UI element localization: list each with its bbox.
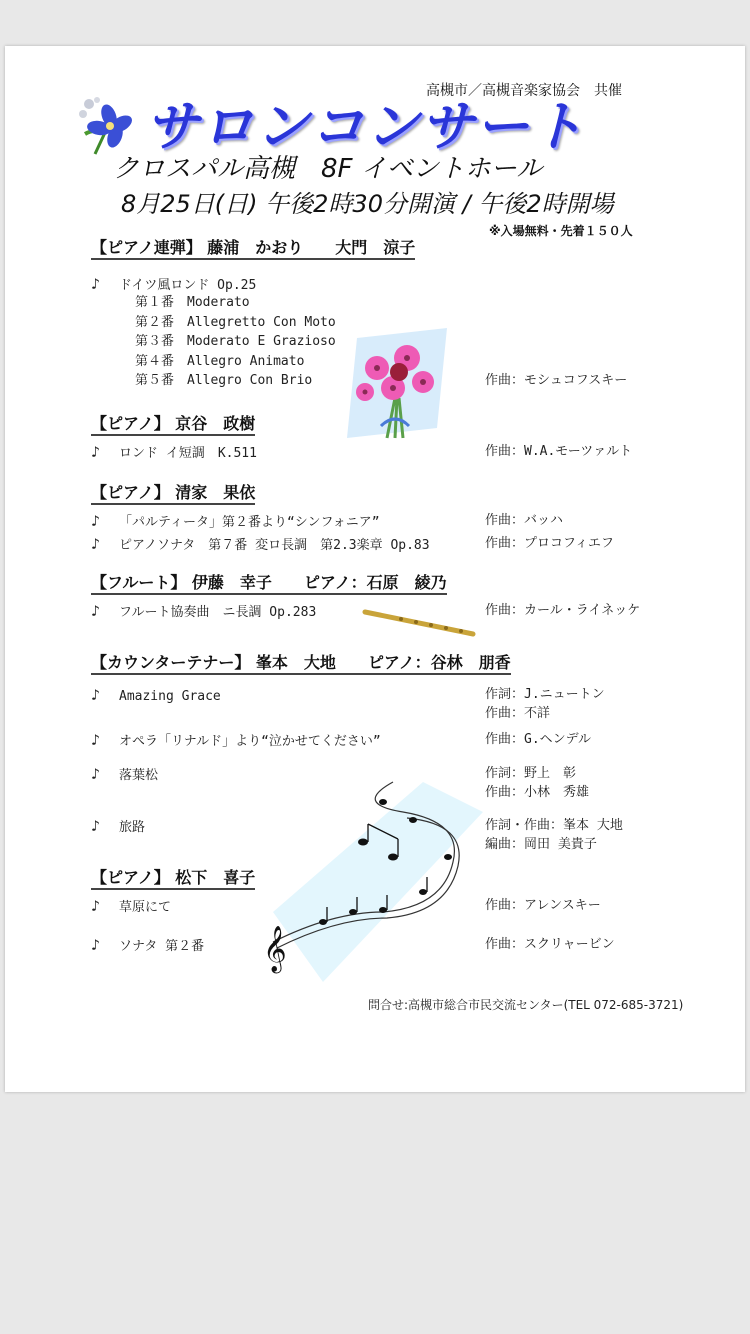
program-item <box>91 443 257 463</box>
piece-title: ロンド イ短調 K.511 <box>119 446 257 461</box>
movement-item: 第３番 Moderato E Grazioso <box>135 334 336 349</box>
admission-note: ※入場無料・先着１５０人 <box>489 224 633 238</box>
blue-flower-icon <box>75 94 139 158</box>
program-item <box>91 817 145 837</box>
movement-item: 第２番 Allegretto Con Moto <box>135 314 336 330</box>
program-item <box>91 731 381 751</box>
movement-item: 第１番 Moderato <box>135 295 250 310</box>
piece-title: Amazing Grace <box>119 689 221 704</box>
section-heading: 【フルート】 伊藤 幸子 ピアノ：石原 綾乃 <box>91 574 447 595</box>
music-note-icon: ♪ <box>91 443 101 461</box>
piece-title: 落葉松 <box>119 768 159 783</box>
flute-icon <box>361 606 477 638</box>
composer-credit: 作詞：J.ニュートン <box>485 687 605 702</box>
piece-title: 旅路 <box>119 820 146 835</box>
composer-credit: 作曲：プロコフィエフ <box>485 536 614 551</box>
datetime-label: 8月25日(日) 午後2時30分開演 / 午後2時開場 <box>121 190 614 218</box>
piece-title: 「パルティータ」第２番より“シンフォニア” <box>119 515 380 530</box>
piece-title: 草原にて <box>119 900 172 915</box>
piece-title: ドイツ風ロンド Op.25 <box>119 278 257 293</box>
program-item <box>91 512 380 532</box>
composer-credit: 作曲：小林 秀雄 <box>485 785 590 800</box>
flyer-page <box>5 46 745 1092</box>
music-note-icon: ♪ <box>91 936 101 954</box>
program-item <box>91 602 316 622</box>
section-heading: 【ピアノ連弾】 藤浦 かおり 大門 涼子 <box>91 239 415 260</box>
composer-credit: 作詞：野上 彰 <box>485 766 577 781</box>
svg-text:𝄞: 𝄞 <box>263 926 287 972</box>
program-item <box>91 275 256 295</box>
composer-credit: 編曲：岡田 美貴子 <box>485 837 597 852</box>
music-note-icon: ♪ <box>91 897 101 915</box>
music-notes-icon <box>253 762 483 982</box>
composer-credit: 作曲：W.A.モーツァルト <box>485 444 633 459</box>
music-note-icon: ♪ <box>91 512 101 530</box>
bouquet-icon <box>337 328 447 448</box>
piece-title: フルート協奏曲 ニ長調 Op.283 <box>119 605 317 620</box>
contact-footer: 問合せ:高槻市総合市民交流センター(TEL 072-685-3721) <box>368 998 684 1012</box>
composer-credit: 作曲：モシュコフスキー <box>485 373 628 388</box>
venue-label: クロスパル高槻 8F イベントホール <box>113 154 543 184</box>
piece-title: オペラ「リナルド」より“泣かせてください” <box>119 734 381 749</box>
cohost-label: 高槻市／高槻音楽家協会 共催 <box>426 83 622 99</box>
composer-credit: 作曲：アレンスキー <box>485 898 601 913</box>
movement-item: 第５番 Allegro Con Brio <box>135 373 313 388</box>
program-item <box>91 936 204 956</box>
program-item <box>91 897 171 917</box>
music-note-icon: ♪ <box>91 535 101 553</box>
program-item <box>91 535 430 555</box>
composer-credit: 作詞・作曲：峯本 大地 <box>485 818 623 833</box>
section-heading: 【カウンターテナー】 峯本 大地 ピアノ：谷林 朋香 <box>91 654 511 675</box>
composer-credit: 作曲：G.ヘンデル <box>485 732 592 747</box>
music-note-icon: ♪ <box>91 817 101 835</box>
program-item <box>91 765 158 785</box>
composer-credit: 作曲：バッハ <box>485 513 564 528</box>
music-note-icon: ♪ <box>91 686 101 704</box>
piece-title: ソナタ 第２番 <box>119 939 205 954</box>
program-item <box>91 686 221 706</box>
music-note-icon: ♪ <box>91 602 101 620</box>
music-note-icon: ♪ <box>91 275 101 293</box>
music-note-icon: ♪ <box>91 765 101 783</box>
page-title: サロンコンサート <box>145 95 585 158</box>
composer-credit: 作曲：不詳 <box>485 706 551 721</box>
composer-credit: 作曲：カール・ライネッケ <box>485 603 641 618</box>
piece-title: ピアノソナタ 第７番 変ロ長調 第2.3楽章 Op.83 <box>119 538 430 553</box>
music-note-icon: ♪ <box>91 731 101 749</box>
composer-credit: 作曲：スクリャービン <box>485 937 615 952</box>
section-heading: 【ピアノ】 清家 果依 <box>91 484 255 505</box>
movement-item: 第４番 Allegro Animato <box>135 353 305 369</box>
section-heading: 【ピアノ】 京谷 政樹 <box>91 415 255 436</box>
section-heading: 【ピアノ】 松下 喜子 <box>91 869 255 890</box>
